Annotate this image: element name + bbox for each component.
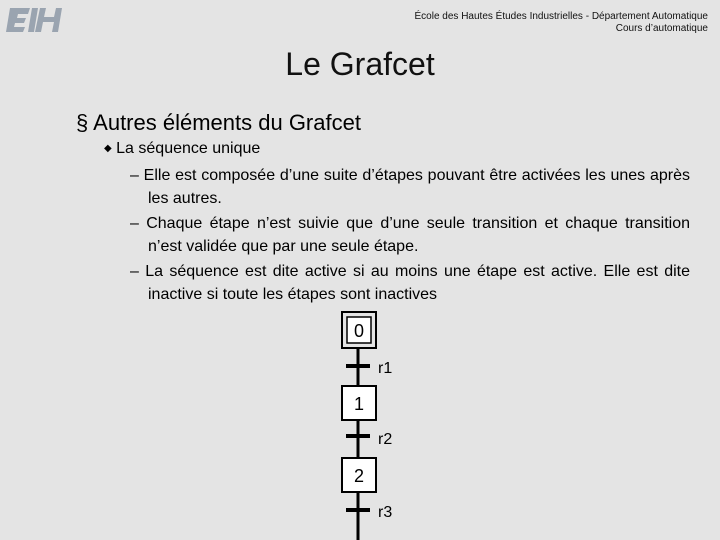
ehei-logo-icon	[6, 6, 66, 34]
subsection-heading	[104, 140, 260, 158]
point-1: – Elle est composée d’une suite d’étapes pouvant être activées les unes après les autres.	[130, 167, 690, 207]
header-school: École des Hautes Études Industrielles - Département Automatique	[414, 11, 708, 22]
point-3: – La séquence est dite active si au moins une étape est active. Elle est dite inactive si toute les étapes sont inactives	[130, 263, 690, 303]
page-title: Le Grafcet	[285, 46, 435, 82]
transition-r1-label: r1	[378, 360, 393, 377]
step-2-label: 2	[353, 466, 365, 486]
step-0-label: 0	[353, 321, 365, 341]
section-heading	[76, 110, 361, 136]
section-bullet: §	[76, 110, 89, 135]
transition-r2-label: r2	[378, 431, 393, 448]
transition-r3-label: r3	[378, 504, 393, 521]
header	[415, 11, 709, 35]
header-course: Cours d’automatique	[615, 23, 708, 34]
step-1-label: 1	[353, 394, 365, 414]
grafcet-diagram	[330, 310, 450, 540]
subsection-bullet: ◆	[104, 143, 112, 154]
section-label: Autres éléments du Grafcet	[93, 110, 361, 135]
point-2: – Chaque étape n’est suivie que d’une seule transition et chaque transition n’est validée que par une seule étape.	[130, 215, 690, 255]
subsection-label: La séquence unique	[116, 140, 261, 157]
